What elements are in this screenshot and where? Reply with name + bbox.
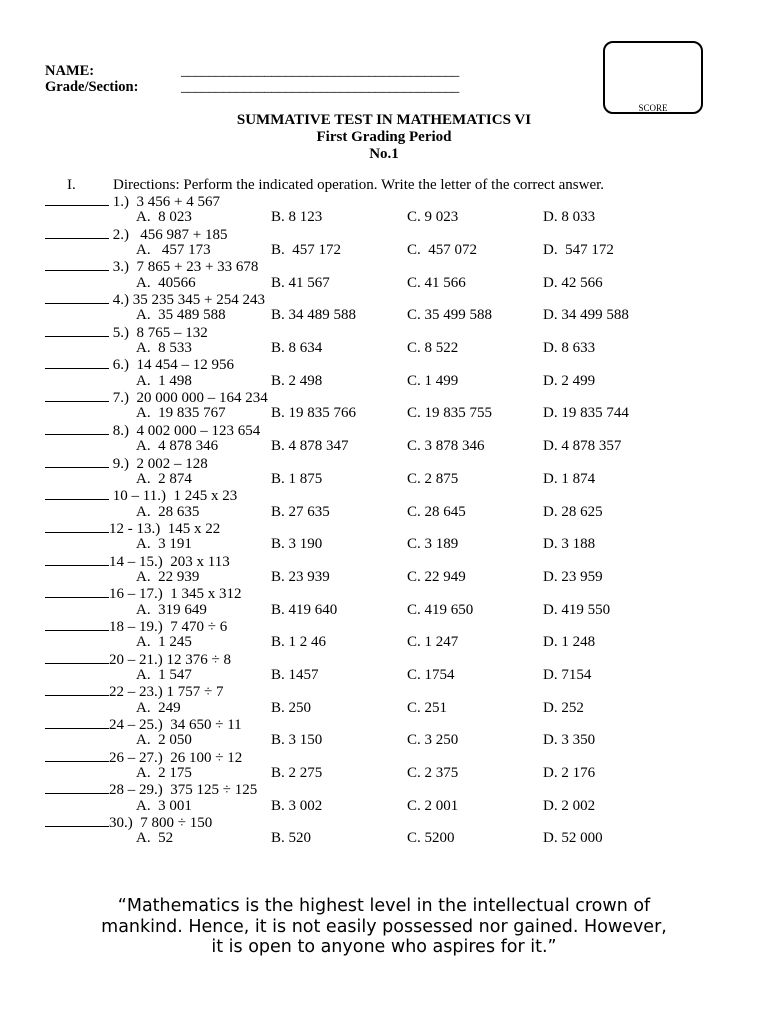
option-b: B. 27 635 [271, 503, 330, 520]
option-d: D. 2 176 [543, 765, 596, 782]
question-line [45, 487, 237, 504]
question-item [45, 291, 745, 324]
answer-blank[interactable] [45, 389, 109, 402]
question-text: 6.) 14 454 – 12 956 [109, 357, 234, 374]
score-label: SCORE [638, 103, 668, 113]
option-d: D. 4 878 357 [543, 438, 622, 455]
option-d: D. 23 959 [543, 568, 603, 585]
option-c: C. 3 250 [407, 732, 459, 749]
answer-blank[interactable] [45, 356, 109, 369]
name-label: NAME: [45, 63, 95, 79]
option-d: D. 3 350 [543, 732, 596, 749]
question-line [45, 618, 227, 635]
option-b: B. 2 275 [271, 765, 323, 782]
option-d: D. 19 835 744 [543, 405, 629, 422]
question-item [45, 422, 745, 455]
option-b: B. 3 150 [271, 732, 323, 749]
answer-blank[interactable] [45, 553, 109, 566]
option-a: A. 8 533 [136, 340, 192, 357]
question-line [45, 226, 227, 243]
question-item [45, 520, 745, 553]
option-b: B. 1 2 46 [271, 634, 327, 651]
option-c: C. 251 [407, 699, 448, 716]
option-b: B. 1457 [271, 666, 319, 683]
answer-blank[interactable] [45, 487, 109, 500]
question-line [45, 291, 265, 308]
option-b: B. 4 878 347 [271, 438, 349, 455]
question-line [45, 324, 208, 341]
option-c: C. 2 875 [407, 470, 459, 487]
question-item [45, 814, 745, 847]
option-c: C. 19 835 755 [407, 405, 493, 422]
question-text: 2.) 456 987 + 185 [109, 226, 228, 243]
question-text: 14 – 15.) 203 x 113 [109, 553, 230, 570]
option-c: C. 5200 [407, 830, 455, 847]
option-d: D. 547 172 [543, 242, 614, 259]
option-a: A. 2 874 [136, 470, 192, 487]
question-list [45, 193, 745, 847]
grade-section-blank-line: ________________________________________ [181, 79, 460, 95]
option-a: A. 22 939 [136, 568, 200, 585]
option-d: D. 2 499 [543, 372, 596, 389]
option-c: C. 1 499 [407, 372, 459, 389]
section-numeral: I. [67, 177, 76, 193]
option-c: C. 2 375 [407, 765, 459, 782]
question-line [45, 716, 242, 733]
option-b: B. 8 634 [271, 340, 323, 357]
grade-section-label: Grade/Section: [45, 79, 139, 95]
question-line [45, 683, 223, 700]
option-a: A. 2 175 [136, 765, 192, 782]
answer-blank[interactable] [45, 814, 109, 827]
option-d: D. 34 499 588 [543, 307, 629, 324]
answer-blank[interactable] [45, 226, 109, 239]
answer-blank[interactable] [45, 749, 109, 762]
question-item [45, 716, 745, 749]
option-c: C. 22 949 [407, 568, 466, 585]
question-text: 9.) 2 002 – 128 [109, 455, 208, 472]
option-b: B. 23 939 [271, 568, 330, 585]
answer-blank[interactable] [45, 324, 109, 337]
option-a: A. 1 547 [136, 666, 192, 683]
option-d: D. 8 033 [543, 209, 596, 226]
option-c: C. 1 247 [407, 634, 459, 651]
question-item [45, 553, 745, 586]
option-b: B. 41 567 [271, 274, 330, 291]
grading-period: First Grading Period [316, 129, 452, 145]
quote-line: it is open to anyone who aspires for it.” [211, 937, 557, 957]
question-text: 22 – 23.) 1 757 ÷ 7 [109, 684, 224, 701]
question-text: 10 – 11.) 1 245 x 23 [109, 488, 238, 505]
option-a: A. 3 191 [136, 536, 192, 553]
option-b: B. 8 123 [271, 209, 323, 226]
option-a: A. 4 878 346 [136, 438, 219, 455]
option-b: B. 19 835 766 [271, 405, 357, 422]
option-a: A. 35 489 588 [136, 307, 226, 324]
option-d: D. 8 633 [543, 340, 596, 357]
question-line [45, 585, 242, 602]
question-item [45, 683, 745, 716]
option-d: D. 252 [543, 699, 584, 716]
option-b: B. 250 [271, 699, 312, 716]
answer-blank[interactable] [45, 618, 109, 631]
option-c: C. 2 001 [407, 797, 459, 814]
test-number: No.1 [369, 146, 399, 162]
question-line [45, 781, 257, 798]
answer-blank[interactable] [45, 651, 109, 664]
option-d: D. 52 000 [543, 830, 603, 847]
question-text: 4.) 35 235 345 + 254 243 [109, 292, 265, 309]
option-b: B. 520 [271, 830, 312, 847]
answer-blank[interactable] [45, 291, 109, 304]
option-b: B. 2 498 [271, 372, 323, 389]
score-box [603, 41, 703, 114]
option-a: A. 19 835 767 [136, 405, 226, 422]
option-a: A. 1 245 [136, 634, 192, 651]
question-text: 1.) 3 456 + 4 567 [109, 194, 220, 210]
question-item [45, 356, 745, 389]
option-d: D. 2 002 [543, 797, 596, 814]
question-line [45, 455, 208, 472]
question-line [45, 520, 220, 537]
answer-blank[interactable] [45, 455, 109, 468]
quote-line: “Mathematics is the highest level in the intellectual crown of [117, 896, 651, 916]
option-d: D. 28 625 [543, 503, 603, 520]
option-a: A. 8 023 [136, 209, 192, 226]
answer-blank[interactable] [45, 781, 109, 794]
question-text: 26 – 27.) 26 100 ÷ 12 [109, 749, 243, 766]
question-item [45, 651, 745, 684]
option-c: C. 9 023 [407, 209, 459, 226]
question-line [45, 814, 212, 831]
option-b: B. 3 002 [271, 797, 323, 814]
option-a: A. 1 498 [136, 372, 192, 389]
option-a: A. 3 001 [136, 797, 192, 814]
option-b: B. 457 172 [271, 242, 342, 259]
test-title: SUMMATIVE TEST IN MATHEMATICS VI [236, 112, 532, 128]
question-text: 3.) 7 865 + 23 + 33 678 [109, 259, 259, 276]
option-c: C. 457 072 [407, 242, 478, 259]
question-line [45, 553, 230, 570]
option-a: A. 40566 [136, 274, 196, 291]
option-d: D. 42 566 [543, 274, 603, 291]
answer-blank[interactable] [45, 422, 109, 435]
question-text: 28 – 29.) 375 125 ÷ 125 [109, 782, 258, 799]
question-item [45, 226, 745, 259]
quote-line: mankind. Hence, it is not easily possessed nor gained. However, [101, 916, 667, 937]
question-line [45, 193, 220, 210]
question-item [45, 193, 745, 226]
closing-quote [40, 896, 728, 958]
answer-blank[interactable] [45, 258, 109, 271]
option-b: B. 1 875 [271, 470, 323, 487]
question-item [45, 324, 745, 357]
question-line [45, 422, 260, 439]
question-item [45, 389, 745, 422]
question-text: 20 – 21.) 12 376 ÷ 8 [109, 651, 231, 668]
question-line [45, 389, 268, 406]
option-d: D. 1 874 [543, 470, 596, 487]
question-line [45, 651, 231, 668]
answer-blank[interactable] [45, 716, 109, 729]
option-a: A. 319 649 [136, 601, 207, 618]
question-text: 16 – 17.) 1 345 x 312 [109, 586, 242, 603]
answer-blank[interactable] [45, 520, 109, 533]
question-text: 8.) 4 002 000 – 123 654 [109, 422, 261, 439]
question-item [45, 487, 745, 520]
option-c: C. 41 566 [407, 274, 466, 291]
option-c: C. 419 650 [407, 601, 474, 618]
option-a: A. 28 635 [136, 503, 200, 520]
directions-text: Directions: Perform the indicated operation. Write the letter of the correct answer. [113, 177, 605, 193]
option-c: C. 8 522 [407, 340, 459, 357]
option-c: C. 3 189 [407, 536, 459, 553]
question-line [45, 258, 258, 275]
option-b: B. 3 190 [271, 536, 323, 553]
option-c: C. 28 645 [407, 503, 466, 520]
option-d: D. 3 188 [543, 536, 596, 553]
question-item [45, 781, 745, 814]
option-a: A. 457 173 [136, 242, 211, 259]
name-blank-line: ________________________________________ [181, 63, 460, 79]
answer-blank[interactable] [45, 683, 109, 696]
option-d: D. 1 248 [543, 634, 596, 651]
question-text: 18 – 19.) 7 470 ÷ 6 [109, 618, 228, 635]
question-text: 7.) 20 000 000 – 164 234 [109, 390, 268, 407]
question-item [45, 585, 745, 618]
option-b: B. 34 489 588 [271, 307, 357, 324]
option-b: B. 419 640 [271, 601, 338, 618]
question-item [45, 455, 745, 488]
question-item [45, 258, 745, 291]
answer-blank[interactable] [45, 193, 109, 206]
option-d: D. 7154 [543, 666, 592, 683]
option-a: A. 249 [136, 699, 181, 716]
question-text: 24 – 25.) 34 650 ÷ 11 [109, 717, 242, 733]
question-text: 30.) 7 800 ÷ 150 [109, 815, 213, 832]
answer-blank[interactable] [45, 585, 109, 598]
option-d: D. 419 550 [543, 601, 611, 618]
question-item [45, 749, 745, 782]
option-c: C. 3 878 346 [407, 438, 485, 455]
question-text: 5.) 8 765 – 132 [109, 324, 208, 341]
question-line [45, 749, 242, 766]
question-line [45, 356, 234, 373]
question-text: 12 - 13.) 145 x 22 [109, 520, 221, 537]
option-a: A. 2 050 [136, 732, 192, 749]
option-c: C. 35 499 588 [407, 307, 493, 324]
option-a: A. 52 [136, 830, 174, 847]
option-c: C. 1754 [407, 666, 455, 683]
question-item [45, 618, 745, 651]
